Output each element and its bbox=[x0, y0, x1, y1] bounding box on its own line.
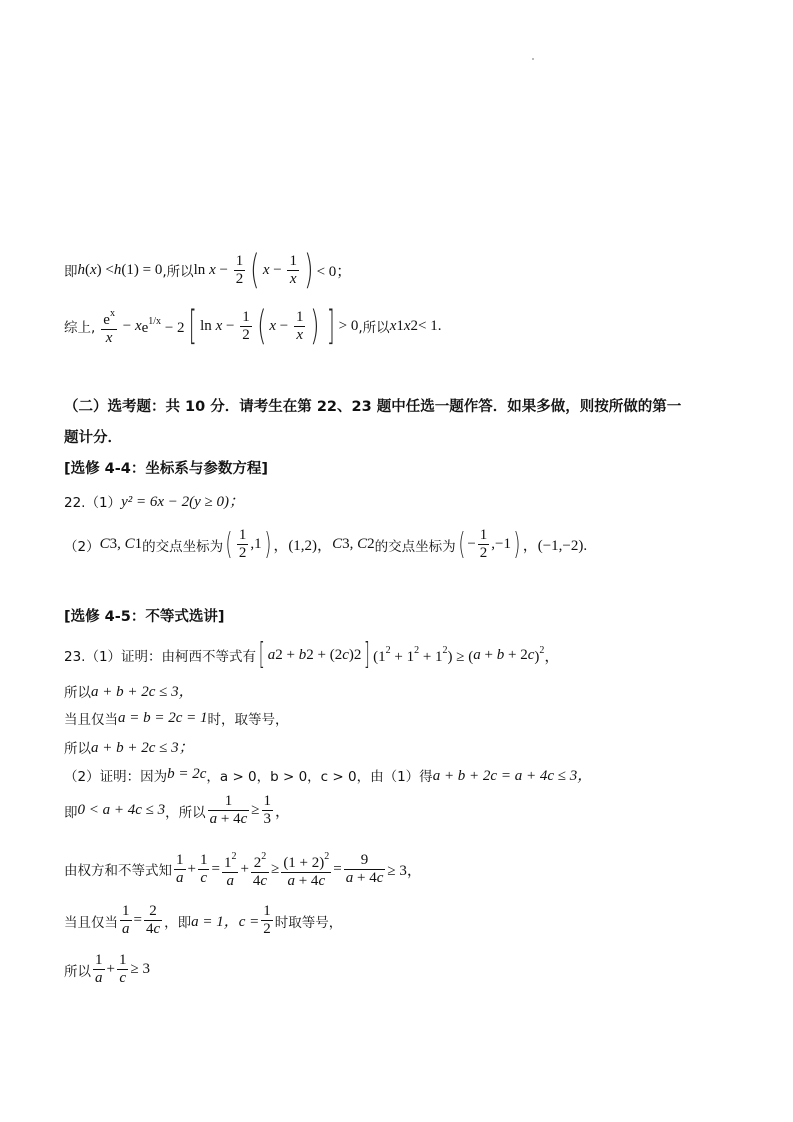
section-44-title: [选修 4-4：坐标系与参数方程] bbox=[64, 461, 268, 477]
page-speck bbox=[532, 58, 534, 60]
fraction-one-over-a4c: $\frac{1}{a + 4c}$ bbox=[209, 793, 248, 827]
q22-part2: （2） C 3 , C 1 的交点坐标为 ( $\frac{1}{2}$ ,1 ) ，(1,2)， C 3 , C 2 的交点坐标为 ( − $\frac{1}{2}$ ,−1 ) ，(−1,−2). bbox=[64, 526, 588, 562]
fraction-1-over-a-3: $\frac{1}{a}$ bbox=[95, 952, 103, 986]
fraction-half-4: $\frac{1}{2}$ bbox=[479, 527, 488, 561]
text-suoyi-2: ,所以 bbox=[358, 320, 390, 336]
fraction-9-over-a4c: $\frac{9}{a + 4c}$ bbox=[345, 851, 384, 886]
fraction-1-over-a: $\frac{1}{a}$ bbox=[176, 851, 184, 886]
q22-part1-equation: y² = 6x − 2(y ≥ 0)； bbox=[121, 494, 244, 510]
q23-line-9: 所以 $\frac{1}{a}$ + $\frac{1}{c}$ ≥ 3 bbox=[64, 952, 150, 986]
fraction-one-third: $\frac{1}{3}$ bbox=[263, 793, 272, 827]
section-45-title: [选修 4-5：不等式选讲] bbox=[64, 609, 225, 625]
fraction-1sq-over-a: $\frac{1^2}{a}$ bbox=[223, 851, 237, 889]
q22-part1: 22.（1） y² = 6x − 2(y ≥ 0)； bbox=[64, 490, 244, 511]
fraction-half-5: $\frac{1}{2}$ bbox=[263, 903, 271, 937]
fraction-ex-over-x: $\frac{e^x}{x}$ bbox=[103, 308, 115, 346]
fraction-1-over-c: $\frac{1}{c}$ bbox=[199, 851, 208, 886]
text-ji: 即 bbox=[64, 264, 78, 280]
section-2-heading-a: （二）选考题：共 10 分．请考生在第 22、23 题中任选一题作答．如果多做，则按所做的第一 bbox=[64, 399, 682, 415]
q23-line-5: （2）证明：因为 b = 2c ，a > 0，b > 0，c > 0，由（1）得 a + b + 2c = a + 4c ≤ 3， bbox=[64, 766, 593, 785]
fraction-1-over-a-2: $\frac{1}{a}$ bbox=[122, 903, 130, 937]
section-2-heading-b: 题计分． bbox=[64, 430, 122, 446]
fraction-half: $\frac{1}{2}$ bbox=[235, 252, 244, 287]
text-lt-zero: < 0； bbox=[316, 263, 352, 280]
q23-line-7: 由权方和不等式知 $\frac{1}{a}$ + $\frac{1}{c}$ = $\frac{1^2}{a}$ + $\frac{2^2}{4c}$ ≥ $\frac{(1 + 2)^2}{a + 4c}$ = $\frac{9}{a + 4c}$ ≥ 3， bbox=[64, 848, 422, 890]
fraction-half-2: $\frac{1}{2}$ bbox=[242, 308, 250, 343]
fraction-3sq-over-a4c: $\frac{(1 + 2)^2}{a + 4c}$ bbox=[283, 851, 330, 889]
fraction-2-over-4c: $\frac{2}{4c}$ bbox=[145, 903, 161, 937]
text-suoyi: ,所以 bbox=[162, 264, 194, 280]
q23-line-1: 23.（1）证明：由柯西不等式有 [ a 2 + b 2 + (2 c ) 2 ] $(1^2 + 1^2 + 1^2)$ ≥ ( a + b + 2 c )$^2$， bbox=[64, 637, 560, 672]
q23-line-2: 所以 a + b + 2c ≤ 3， bbox=[64, 684, 194, 701]
fraction-2sq-over-4c: $\frac{2^2}{4c}$ bbox=[252, 851, 268, 889]
text-zongshang: 综上, bbox=[64, 320, 96, 336]
text-gt-zero: > 0 bbox=[338, 317, 359, 334]
cont-line-2: 综上, $\frac{e^x}{x}$ − x $e^{1/x} - 2$ [ ln x − $\frac{1}{2}$ ( x − $\frac{1}{x}$ ) ] > 0 ,所以 x 1 x 2 < 1. bbox=[64, 303, 442, 349]
fraction-half-3: $\frac{1}{2}$ bbox=[238, 527, 247, 561]
q23-line-3: 当且仅当 a = b = 2c = 1 时，取等号， bbox=[64, 709, 289, 728]
text-lt-one: < 1. bbox=[418, 317, 442, 334]
q23-line-6: 即 0 < a + 4c ≤ 3 ，所以 $\frac{1}{a + 4c}$ ≥ $\frac{1}{3}$ ， bbox=[64, 793, 291, 827]
fraction-one-over-x-2: $\frac{1}{x}$ bbox=[295, 308, 304, 343]
math-h: h bbox=[77, 261, 85, 278]
q23-line-4: 所以 a + b + 2c ≤ 3； bbox=[64, 740, 194, 757]
fraction-1-over-c-2: $\frac{1}{c}$ bbox=[118, 952, 127, 986]
cont-line-1: 即 h ( x ) < h (1) = 0 ,所以 ln x − $\frac{1}{2}$ ( x − $\frac{1}{x}$ ) < 0； bbox=[64, 247, 352, 293]
q23-line-8: 当且仅当 $\frac{1}{a}$ = $\frac{2}{4c}$ ，即 a = 1，c = $\frac{1}{2}$ 时取等号， bbox=[64, 903, 343, 937]
fraction-one-over-x: $\frac{1}{x}$ bbox=[289, 252, 297, 287]
